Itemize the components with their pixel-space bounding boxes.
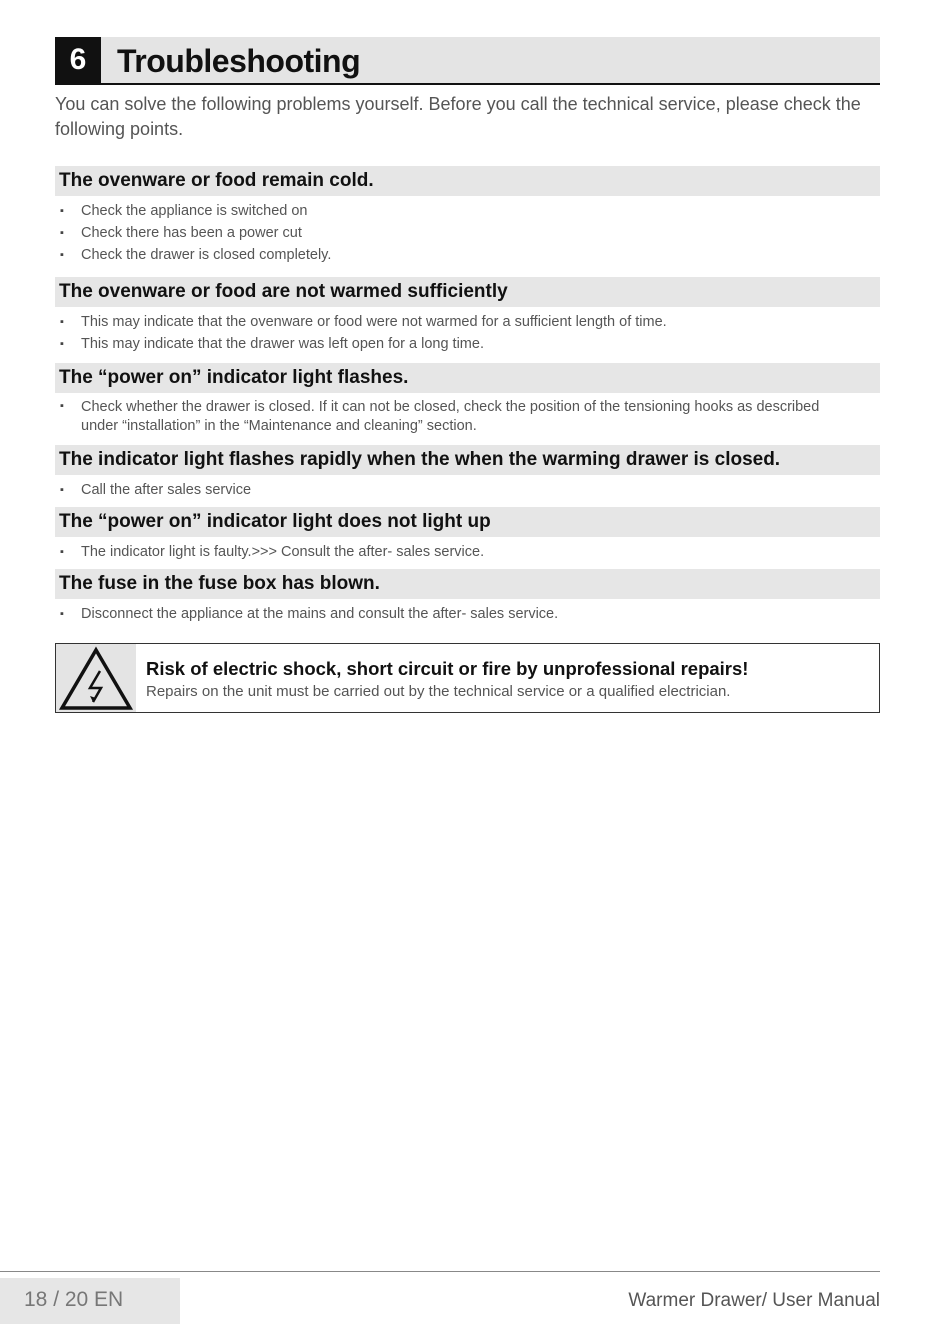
section-items xyxy=(55,479,880,501)
manual-title: Warmer Drawer/ User Manual xyxy=(628,1290,880,1311)
chapter-number: 6 xyxy=(55,37,101,83)
bullet-icon: ▪ xyxy=(60,227,64,239)
section-title: The “power on” indicator light does not light up xyxy=(55,507,880,537)
section-items xyxy=(55,200,880,266)
list-item xyxy=(55,397,880,436)
warning-box xyxy=(55,643,880,713)
warning-title: Risk of electric shock, short circuit or fire by unprofessional repairs! xyxy=(146,658,749,679)
troubleshooting-section xyxy=(55,166,880,266)
page-number: 18 / 20 EN xyxy=(0,1278,180,1324)
item-text: Call the after sales service xyxy=(81,482,252,498)
section-title: The “power on” indicator light flashes. xyxy=(55,363,880,393)
troubleshooting-section xyxy=(55,507,880,563)
list-item xyxy=(55,244,880,266)
troubleshooting-section xyxy=(55,363,880,436)
section-title: The ovenware or food remain cold. xyxy=(55,166,880,196)
troubleshooting-section xyxy=(55,445,880,501)
section-title: The fuse in the fuse box has blown. xyxy=(55,569,880,599)
list-item xyxy=(55,222,880,244)
chapter-title: Troubleshooting xyxy=(117,43,361,79)
bullet-icon: ▪ xyxy=(60,205,64,217)
section-items xyxy=(55,541,880,563)
bullet-icon: ▪ xyxy=(60,484,64,496)
section-title: The indicator light flashes rapidly when the when the warming drawer is closed. xyxy=(55,445,880,475)
list-item xyxy=(55,200,880,222)
warning-electric-triangle-icon xyxy=(56,644,136,712)
item-text: Check whether the drawer is closed. If it can not be closed, check the position of the tensioning hooks as described under “installation” in the “Maintenance and cleaning” section. xyxy=(81,399,820,434)
list-item xyxy=(55,541,880,563)
item-text: This may indicate that the ovenware or food were not warmed for a sufficient length of time. xyxy=(81,314,667,330)
footer-divider xyxy=(0,1271,880,1272)
item-text: This may indicate that the drawer was left open for a long time. xyxy=(81,336,484,352)
list-item xyxy=(55,333,880,355)
bullet-icon: ▪ xyxy=(60,338,64,350)
item-text: Disconnect the appliance at the mains and consult the after- sales service. xyxy=(81,606,559,622)
troubleshooting-section xyxy=(55,277,880,355)
warning-icon-panel xyxy=(56,644,136,712)
section-title: The ovenware or food are not warmed sufficiently xyxy=(55,277,880,307)
chapter-header xyxy=(55,37,880,85)
item-text: Check the drawer is closed completely. xyxy=(81,247,332,263)
intro-text: You can solve the following problems yourself. Before you call the technical service, please check the following points. xyxy=(55,94,861,139)
troubleshooting-section xyxy=(55,569,880,625)
bullet-icon: ▪ xyxy=(60,316,64,328)
section-items xyxy=(55,311,880,355)
item-text: Check there has been a power cut xyxy=(81,225,302,241)
warning-text: Repairs on the unit must be carried out by the technical service or a qualified electrician. xyxy=(146,683,731,700)
bullet-icon: ▪ xyxy=(60,249,64,261)
section-items xyxy=(55,397,880,436)
list-item xyxy=(55,311,880,333)
item-text: Check the appliance is switched on xyxy=(81,203,308,219)
item-text: The indicator light is faulty.>>> Consult the after- sales service. xyxy=(81,544,485,560)
bullet-icon: ▪ xyxy=(60,608,64,620)
list-item xyxy=(55,603,880,625)
list-item xyxy=(55,479,880,501)
section-items xyxy=(55,603,880,625)
bullet-icon: ▪ xyxy=(60,400,64,412)
bullet-icon: ▪ xyxy=(60,546,64,558)
